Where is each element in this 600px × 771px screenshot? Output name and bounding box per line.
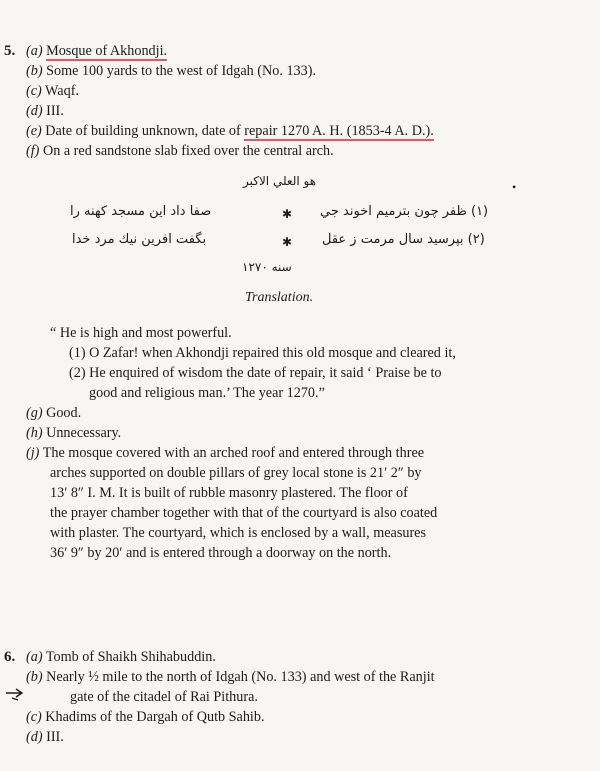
entry-5-g [26,404,81,422]
date-text: Date of building unknown, date of [45,123,245,139]
entry-5-a [26,42,167,60]
marker-d: (d) [26,729,43,745]
marker-d: (d) [26,103,43,119]
description-line: 36′ 9″ by 20′ and is entered through a doorway on the north. [50,545,392,561]
marker-a: (a) [26,43,43,59]
entry-5-number: 5. [4,43,16,59]
marker-g: (g) [26,405,43,421]
marker-h: (h) [26,425,43,441]
marker-f: (f) [26,143,40,159]
condition-text: Good. [46,405,82,421]
entry-6-a [26,648,216,666]
translation-line-2: (1) O Zafar! when Akhondji repaired this old mosque and cleared it, [69,345,456,361]
marker-c: (c) [26,709,42,725]
entry-5-b [26,62,316,80]
tomb-title: Tomb of Shaikh Shihabuddin. [45,649,216,665]
location-text: Some 100 yards to the west of Idgah (No. 133). [46,63,317,79]
entry-5-f [26,142,334,160]
entry-5-h [26,424,121,442]
translation-line-4: good and religious man.’ The year 1270.” [89,385,325,401]
grade-text: III. [46,729,64,745]
dot-mark: • [512,180,517,194]
marker-j: (j) [26,445,40,461]
grade-text: III. [46,103,64,119]
repair-date-highlight: repair 1270 A. H. (1853-4 A. D.). [244,123,434,139]
marker-a: (a) [26,649,43,665]
star-icon: ✱ [282,207,293,221]
description-line: 13′ 8″ I. M. It is built of rubble masonry plastered. The floor of [50,485,408,501]
entry-6-b [26,668,435,686]
entry-5-j [26,444,424,462]
marker-b: (b) [26,63,43,79]
translation-heading: Translation. [245,290,314,305]
entry-5-e [26,122,434,140]
inscription-line-2-right: (۲) بپرسيد سال مرمت ز عقل [322,232,485,247]
marker-b: (b) [26,669,43,685]
marker-e: (e) [26,123,42,139]
entry-5-c [26,82,79,100]
entry-6-c [26,708,265,726]
entry-6-number: 6. [4,649,16,665]
description-line: the prayer chamber together with that of the courtyard is also coated [50,505,438,521]
mosque-title: Mosque of Akhondji. [46,43,168,59]
repair-need-text: Unnecessary. [46,425,122,441]
ownership-text: Khadims of the Dargah of Qutb Sahib. [45,709,265,725]
description-line: The mosque covered with an arched roof and entered through three [42,445,425,461]
tomb-location-line-1: Nearly ½ mile to the north of Idgah (No. 133) and west of the Ranjit [46,669,435,685]
inscription-title: هو العلي الاكبر [243,174,317,188]
entry-6-d [26,728,64,746]
inscription-line-2-left: بگفت افرين نيك مرد خدا [72,232,207,247]
description-line: arches supported on double pillars of grey local stone is 21′ 2″ by [50,465,422,481]
inscription-line-1-left: صفا داد اين مسجد كهنه را [70,204,212,219]
marker-c: (c) [26,83,42,99]
inscription-location-text: On a red sandstone slab fixed over the central arch. [42,143,334,159]
inscription-year: سنه ۱۲۷۰ [242,260,292,274]
star-icon: ✱ [282,235,293,249]
translation-line-1: “ He is high and most powerful. [50,325,232,341]
handwritten-arrow-mark [4,687,26,703]
entry-5-d [26,102,64,120]
description-line: with plaster. The courtyard, which is enclosed by a wall, measures [50,525,426,541]
translation-line-3: (2) He enquired of wisdom the date of repair, it said ‘ Praise be to [69,365,442,381]
ownership-text: Waqf. [45,83,79,99]
tomb-location-line-2: gate of the citadel of Rai Pithura. [70,689,258,705]
inscription-line-1-right: (۱) ظفر چون بترميم اخوند جي [320,204,489,219]
